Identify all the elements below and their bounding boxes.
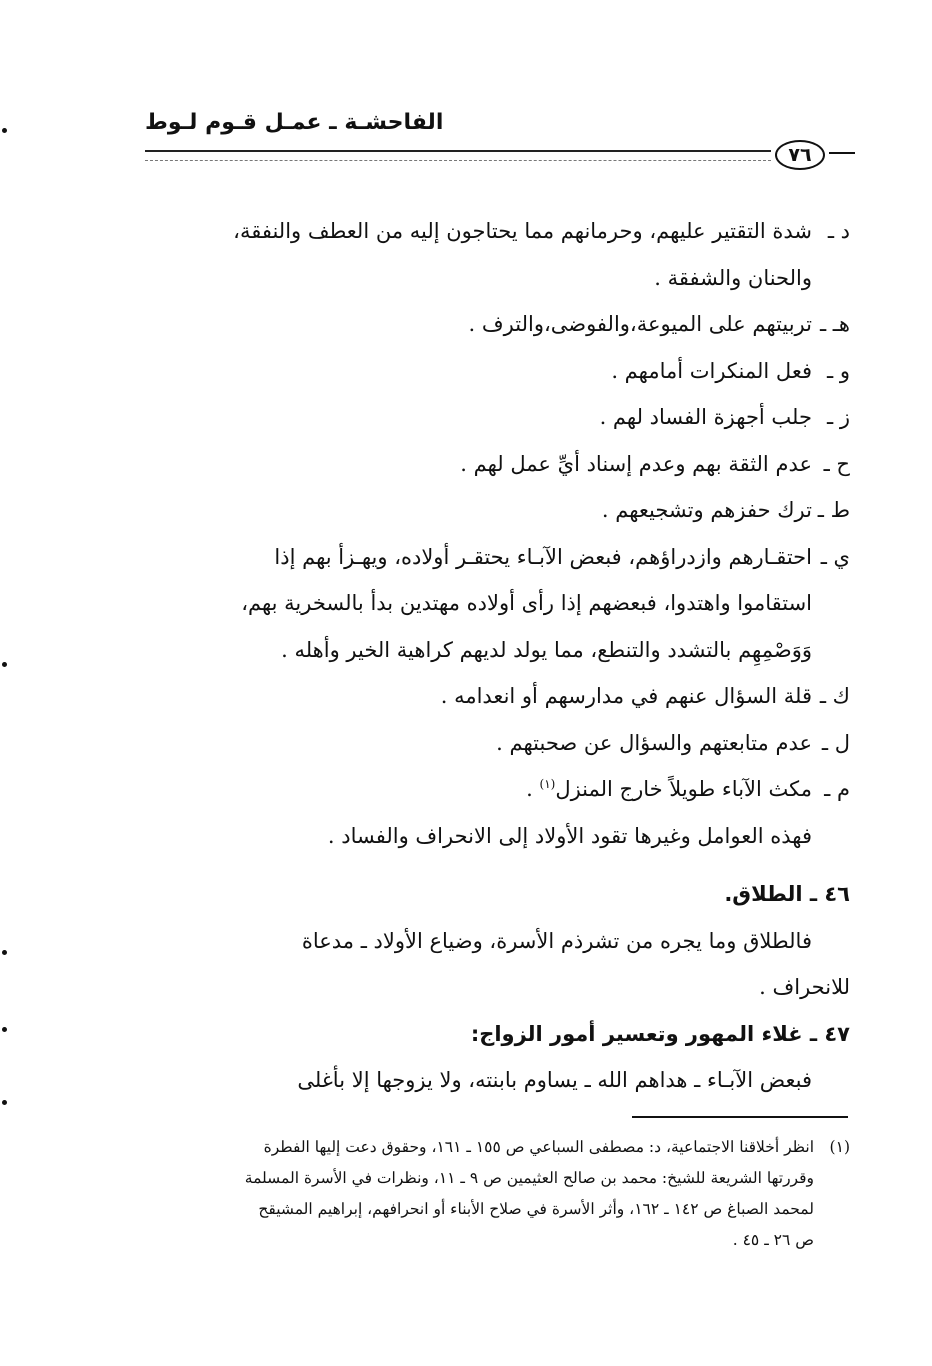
list-item <box>150 348 850 395</box>
item-line: فعل المنكرات أمامهم . <box>611 358 812 383</box>
item-marker: م ـ <box>824 777 850 801</box>
page-header <box>145 108 855 172</box>
list-item <box>150 441 850 488</box>
item-marker: د ـ <box>827 219 850 243</box>
conclusion-text: فهذه العوامل وغيرها تقود الأولاد إلى الانحراف والفساد . <box>327 823 812 848</box>
list-item <box>150 301 850 348</box>
footnote-marker: (١) <box>829 1138 850 1156</box>
footnote-line <box>150 1132 850 1163</box>
item-line: وَوَصْمِهِم بالتشدد والتنطع، مما يولد لديهم كراهية الخير وأهله . <box>281 637 812 662</box>
conclusion-paragraph <box>150 813 850 860</box>
section-heading: ٤٧ ـ غلاء المهور وتعسير أمور الزواج: <box>470 1021 850 1046</box>
item-marker: ط ـ <box>817 498 850 522</box>
header-rule <box>145 150 771 161</box>
item-continuation <box>150 255 850 302</box>
paragraph-line: فبعض الآبـاء ـ هداهم الله ـ يساوم بابنته، ولا يزوجها إلا بأغلى <box>297 1068 812 1092</box>
item-line: قلة السؤال عنهم في مدارسهم أو انعدامه . <box>440 684 812 708</box>
item-marker: ك ـ <box>819 684 850 708</box>
scan-speck <box>2 950 7 955</box>
paragraph-line: للانحراف . <box>759 975 850 999</box>
item-continuation <box>150 580 850 627</box>
scan-speck <box>2 662 7 667</box>
body-text <box>150 208 850 1104</box>
header-dash <box>829 152 855 154</box>
item-line: شدة التقتير عليهم، وحرمانهم مما يحتاجون إليه من العطف والنفقة، <box>233 219 812 243</box>
scan-speck <box>2 128 7 133</box>
list-item <box>150 487 850 534</box>
list-item <box>150 673 850 720</box>
footnote-reference[interactable]: (١) <box>539 777 556 791</box>
scan-speck <box>2 1027 7 1032</box>
item-marker: ح ـ <box>823 451 850 476</box>
paragraph-line: فالطلاق وما يجره من تشرذم الأسرة، وضياع الأولاد ـ مدعاة <box>301 928 812 953</box>
list-item <box>150 394 850 441</box>
footnotes <box>150 1132 850 1256</box>
item-line: جلب أجهزة الفساد لهم . <box>599 405 812 429</box>
item-marker: و ـ <box>827 358 850 383</box>
item-line: عدم الثقة بهم وعدم إسناد أيِّ عمل لهم . <box>460 451 812 476</box>
running-title: الفاحشـة ـ عمـل قـوم لـوط <box>145 110 444 135</box>
item-line: تربيتهم على الميوعة،والفوضى،والترف . <box>468 312 812 336</box>
footnote-line: لمحمد الصباغ ص ١٤٢ ـ ١٦٢، وأثر الأسرة في صلاح الأبناء أو انحرافهم، إبراهيم المشيقح <box>258 1200 814 1218</box>
item-line: ترك حفزهم وتشجيعهم . <box>601 498 812 522</box>
item-line: احتقـارهم وازدراؤهم، فبعض الآبـاء يحتقـر أولاده، ويهـزأ بهم إذا <box>274 544 812 569</box>
scan-speck <box>2 1100 7 1105</box>
item-line: استقاموا واهتدوا، فبعضهم إذا رأى أولاده مهتدين بدأ بالسخرية بهم، <box>241 591 812 615</box>
item-line: مكث الآباء طويلاً خارج المنزل <box>555 777 812 801</box>
footnote-line: ص ٢٦ ـ ٤٥ . <box>732 1231 814 1249</box>
item-line-end: . <box>526 777 540 801</box>
list-item <box>150 208 850 255</box>
list-item <box>150 534 850 581</box>
list-item <box>150 720 850 767</box>
item-marker: ل ـ <box>821 730 850 755</box>
item-line: عدم متابعتهم والسؤال عن صحبتهم . <box>496 730 812 755</box>
list-item <box>150 766 850 813</box>
footnote-line: وقررتها الشريعة للشيخ: محمد بن صالح العثيمين ص ٩ ـ ١١، ونظرات في الأسرة المسلمة <box>244 1169 814 1187</box>
footnote-separator <box>632 1116 848 1118</box>
item-marker: ز ـ <box>827 405 850 429</box>
item-line: والحنان والشفقة . <box>654 265 812 290</box>
footnote-text: انظر أخلاقنا الاجتماعية، د: مصطفى السباعي ص ١٥٥ ـ ١٦١، وحقوق دعت إليها الفطرة <box>263 1138 814 1156</box>
item-marker: هـ ـ <box>819 312 850 336</box>
item-continuation <box>150 627 850 674</box>
page-number: ٧٦ <box>775 140 825 170</box>
item-marker: ي ـ <box>820 544 850 569</box>
section-heading: ٤٦ ـ الطلاق. <box>724 882 850 906</box>
